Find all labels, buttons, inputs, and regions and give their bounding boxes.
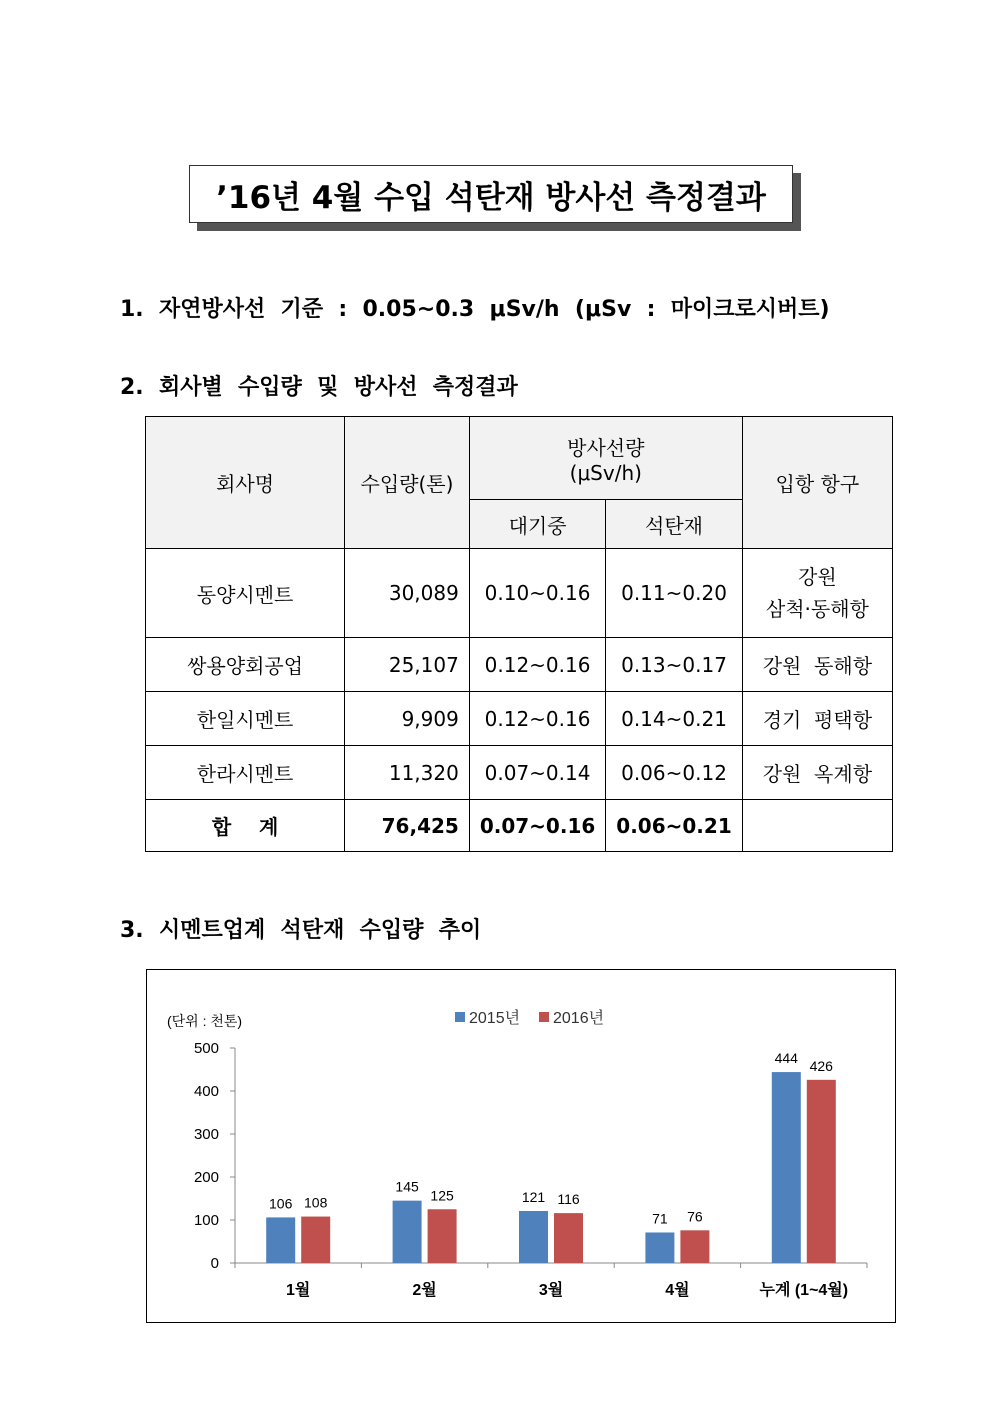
header-coal-ash: 석탄재	[606, 500, 742, 549]
legend-label-1: 2016년	[553, 1010, 605, 1027]
y-tick-label: 200	[193, 1169, 219, 1186]
cell-port: 강원 동해항	[742, 638, 892, 692]
x-tick-label: 3월	[538, 1282, 564, 1299]
chart-unit-label: (단위 : 천톤)	[167, 1013, 243, 1029]
cell-company: 한라시멘트	[146, 746, 345, 800]
cell-port: 강원 옥계항	[742, 746, 892, 800]
x-tick-label: 2월	[412, 1282, 437, 1299]
y-tick-label: 400	[193, 1083, 219, 1100]
data-label: 145	[395, 1178, 419, 1195]
table-row	[146, 692, 893, 746]
bar-2016년-2월	[428, 1209, 457, 1263]
y-tick-label: 0	[210, 1255, 219, 1272]
section-natural-radiation: 1. 자연방사선 기준 : 0.05~0.3 μSv/h (μSv : 마이크로시버트)	[120, 297, 830, 322]
cell-amount: 30,089	[345, 549, 470, 638]
cell-air: 0.12~0.16	[469, 638, 605, 692]
results-table	[145, 416, 893, 852]
import-trend-chart	[146, 969, 896, 1323]
page-title: ’16년 4월 수입 석탄재 방사선 측정결과	[189, 165, 793, 223]
data-label: 106	[269, 1195, 293, 1212]
cell-coal-ash: 0.11~0.20	[606, 549, 742, 638]
chart-svg	[147, 970, 897, 1324]
cell-company: 한일시멘트	[146, 692, 345, 746]
cell-port-line1: 강원	[798, 565, 837, 589]
cell-air: 0.07~0.14	[469, 746, 605, 800]
data-label: 116	[557, 1191, 580, 1208]
title-box	[189, 165, 793, 223]
cell-port-line2: 삼척·동해항	[765, 597, 869, 621]
header-air: 대기중	[469, 500, 605, 549]
section-company-results: 2. 회사별 수입량 및 방사선 측정결과	[120, 375, 518, 400]
header-company: 회사명	[146, 417, 345, 549]
cell-coal-ash: 0.06~0.12	[606, 746, 742, 800]
data-label: 121	[521, 1188, 546, 1205]
cell-total-label: 합 계	[146, 800, 345, 852]
data-label: 108	[304, 1194, 328, 1211]
y-tick-label: 100	[193, 1212, 219, 1229]
legend-swatch-0	[455, 1012, 465, 1022]
table-total-row	[146, 800, 893, 852]
header-radiation-label: 방사선량	[567, 435, 645, 460]
bar-2016년-3월	[554, 1213, 583, 1263]
bar-2016년-4월	[680, 1230, 709, 1263]
header-amount: 수입량(톤)	[345, 417, 470, 549]
cell-company: 동양시멘트	[146, 549, 345, 638]
section-import-trend: 3. 시멘트업계 석탄재 수입량 추이	[120, 918, 482, 943]
cell-total-amount: 76,425	[345, 800, 470, 852]
cell-air: 0.10~0.16	[469, 549, 605, 638]
legend-swatch-1	[539, 1012, 549, 1022]
bar-2015년-1월	[266, 1217, 295, 1263]
cell-coal-ash: 0.14~0.21	[606, 692, 742, 746]
cell-total-port	[742, 800, 892, 852]
cell-coal-ash: 0.13~0.17	[606, 638, 742, 692]
x-tick-label: 1월	[286, 1282, 311, 1299]
table-row	[146, 746, 893, 800]
x-tick-label: 누계 (1~4월)	[759, 1282, 849, 1299]
bar-2015년-누계 (1~4월)	[772, 1072, 801, 1263]
bar-2015년-2월	[393, 1201, 422, 1263]
cell-total-air: 0.07~0.16	[469, 800, 605, 852]
cell-total-coal-ash: 0.06~0.21	[606, 800, 742, 852]
data-label: 76	[687, 1208, 703, 1225]
cell-company: 쌍용양회공업	[146, 638, 345, 692]
cell-port: 경기 평택항	[742, 692, 892, 746]
data-label: 444	[774, 1050, 798, 1067]
data-label: 125	[430, 1187, 454, 1204]
bar-2016년-누계 (1~4월)	[807, 1080, 836, 1263]
data-label: 71	[652, 1210, 668, 1227]
y-tick-label: 500	[193, 1040, 219, 1057]
cell-air: 0.12~0.16	[469, 692, 605, 746]
y-tick-label: 300	[193, 1126, 219, 1143]
legend-label-0: 2015년	[469, 1010, 521, 1027]
data-label: 426	[809, 1057, 833, 1074]
cell-amount: 9,909	[345, 692, 470, 746]
bar-2015년-4월	[645, 1232, 674, 1263]
bar-2015년-3월	[519, 1211, 548, 1263]
table-row	[146, 549, 893, 638]
cell-port	[742, 549, 892, 638]
header-radiation-unit: (μSv/h)	[569, 460, 642, 485]
x-tick-label: 4월	[665, 1282, 690, 1299]
cell-amount: 25,107	[345, 638, 470, 692]
bar-2016년-1월	[301, 1217, 330, 1263]
table-row	[146, 638, 893, 692]
header-port: 입항 항구	[742, 417, 892, 549]
cell-amount: 11,320	[345, 746, 470, 800]
header-radiation	[469, 417, 742, 500]
